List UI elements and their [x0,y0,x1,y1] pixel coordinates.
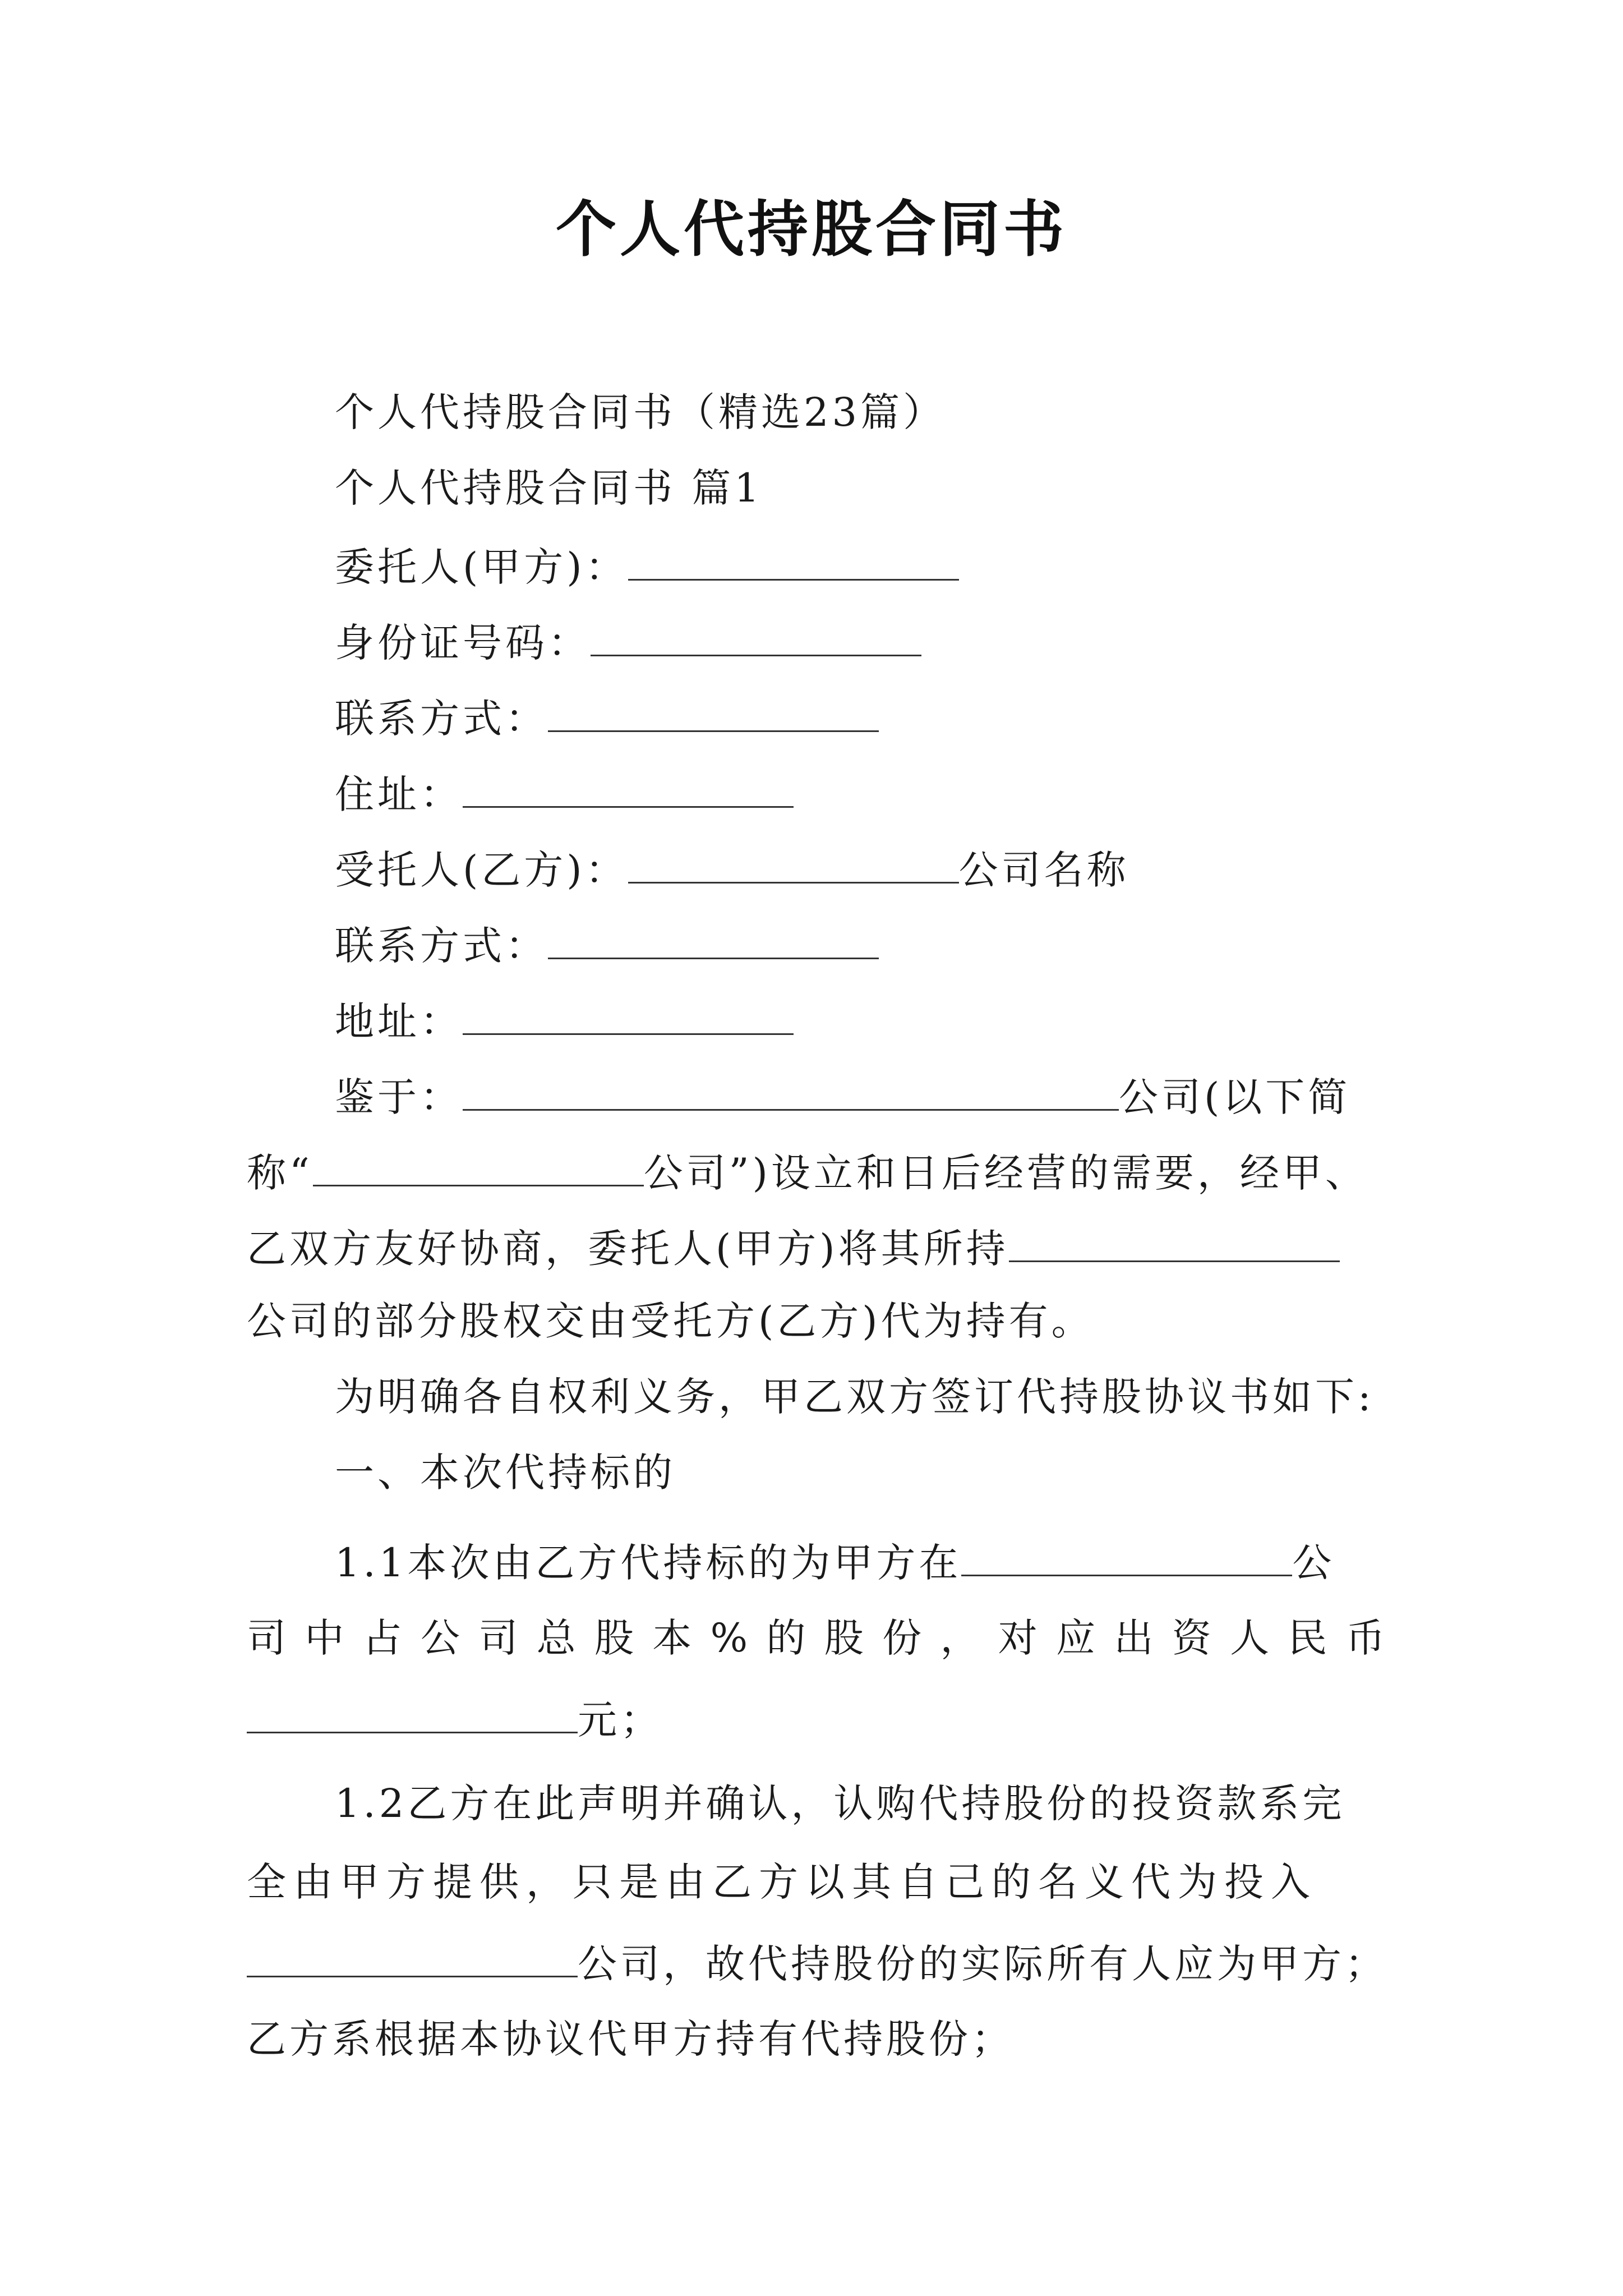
clause-1-1-company-blank [961,1540,1292,1576]
recital-prefix: 鉴于： [335,1074,463,1120]
section-heading: 个人代持股合同书 篇1 [335,465,763,511]
party-b-field [335,847,1129,893]
intro-paragraph: 为明确各自权利义务，甲乙双方签订代持股协议书如下: [335,1374,1375,1420]
justified-char: 股 [594,1615,634,1661]
party-b-address-blank [463,999,794,1035]
justified-char: 资 [1172,1615,1211,1661]
justified-char: 出 [1114,1615,1154,1661]
invest-company-blank [247,1941,578,1977]
party-a-contact-label: 联系方式： [335,696,548,742]
clause-1-2-line-1: 1.2乙方在此声明并确认，认购代持股份的投资款系完 [335,1780,1345,1826]
recital-line-4: 公司的部分股权交由受托方(乙方)代为持有。 [247,1298,1094,1344]
justified-char: 人 [1230,1615,1270,1661]
justified-char: 民 [1288,1615,1327,1661]
justified-char: 司 [247,1615,286,1661]
recital-line-3 [247,1226,1340,1272]
recital-line-1 [335,1074,1351,1120]
justified-char: 司 [478,1615,518,1661]
party-a-address-field [335,771,794,817]
justified-char: 的 [766,1615,806,1661]
party-b-address-label: 地址： [335,999,463,1045]
clause-1-1-text: 1.1本次由乙方代持标的为甲方在 [335,1540,962,1586]
party-b-contact-label: 联系方式： [335,923,548,969]
justified-char: 本 [652,1615,692,1661]
justified-char: 占 [362,1615,402,1661]
justified-char: ， [940,1615,980,1661]
justified-char: 份 [882,1615,922,1661]
justified-char: 对 [998,1615,1038,1661]
party-a-label: 委托人(甲方)： [335,544,628,590]
party-b-contact-field [335,923,879,969]
company-name-label: 公司名称 [958,847,1129,893]
article-1-heading: 一、本次代持标的 [335,1450,676,1496]
party-b-contact-blank [548,923,879,959]
justified-char: 公 [420,1615,460,1661]
party-a-address-blank [463,771,794,808]
justified-char: % [710,1615,748,1661]
party-a-blank [628,544,959,581]
clause-1-2-line-3-suffix: 公司，故代持股份的实际所有人应为甲方； [578,1941,1387,1987]
document-title: 个人代持股合同书 [555,194,1067,265]
recital-short-name-blank [313,1150,644,1186]
party-a-contact-blank [548,696,879,732]
recital-line-2-prefix: 称“ [247,1150,313,1196]
party-b-blank [628,847,959,884]
clause-1-1-suffix: 公 [1292,1540,1335,1586]
party-a-field [335,544,959,590]
id-number-blank [591,620,921,656]
party-b-address-field [335,999,794,1045]
clause-1-1-line-3 [247,1697,663,1743]
recital-line-2-suffix: 公司”)设立和日后经营的需要，经甲、 [643,1150,1368,1196]
clause-1-1-line-3-suffix: 元； [578,1697,663,1743]
party-b-label: 受托人(乙方)： [335,847,628,893]
recital-company-blank [463,1074,1119,1111]
justified-char: 应 [1056,1615,1096,1661]
document-subtitle: 个人代持股合同书（精选23篇） [335,389,946,435]
id-number-field [335,620,921,666]
clause-1-1-line-2 [247,1615,1385,1661]
clause-1-2-line-3 [247,1941,1387,1987]
justified-char: 中 [305,1615,344,1661]
recital-line-3-text: 乙双方友好协商，委托人(甲方)将其所持 [247,1226,1009,1272]
recital-line-1-suffix: 公司(以下简 [1119,1074,1351,1120]
clause-1-2-line-4: 乙方系根据本协议代甲方持有代持股份； [247,2016,1014,2062]
capital-amount-blank [247,1697,578,1733]
justified-char: 股 [824,1615,864,1661]
justified-char: 总 [536,1615,576,1661]
clause-1-2-line-2: 全由甲方提供，只是由乙方以其自己的名义代为投入 [247,1859,1317,1905]
justified-char: 币 [1345,1615,1385,1661]
party-a-contact-field [335,696,879,742]
recital-line-2 [247,1150,1368,1196]
clause-1-1-line-1 [335,1540,1335,1586]
id-number-label: 身份证号码： [335,620,591,666]
recital-held-company-blank [1009,1226,1340,1262]
party-a-address-label: 住址： [335,771,463,817]
